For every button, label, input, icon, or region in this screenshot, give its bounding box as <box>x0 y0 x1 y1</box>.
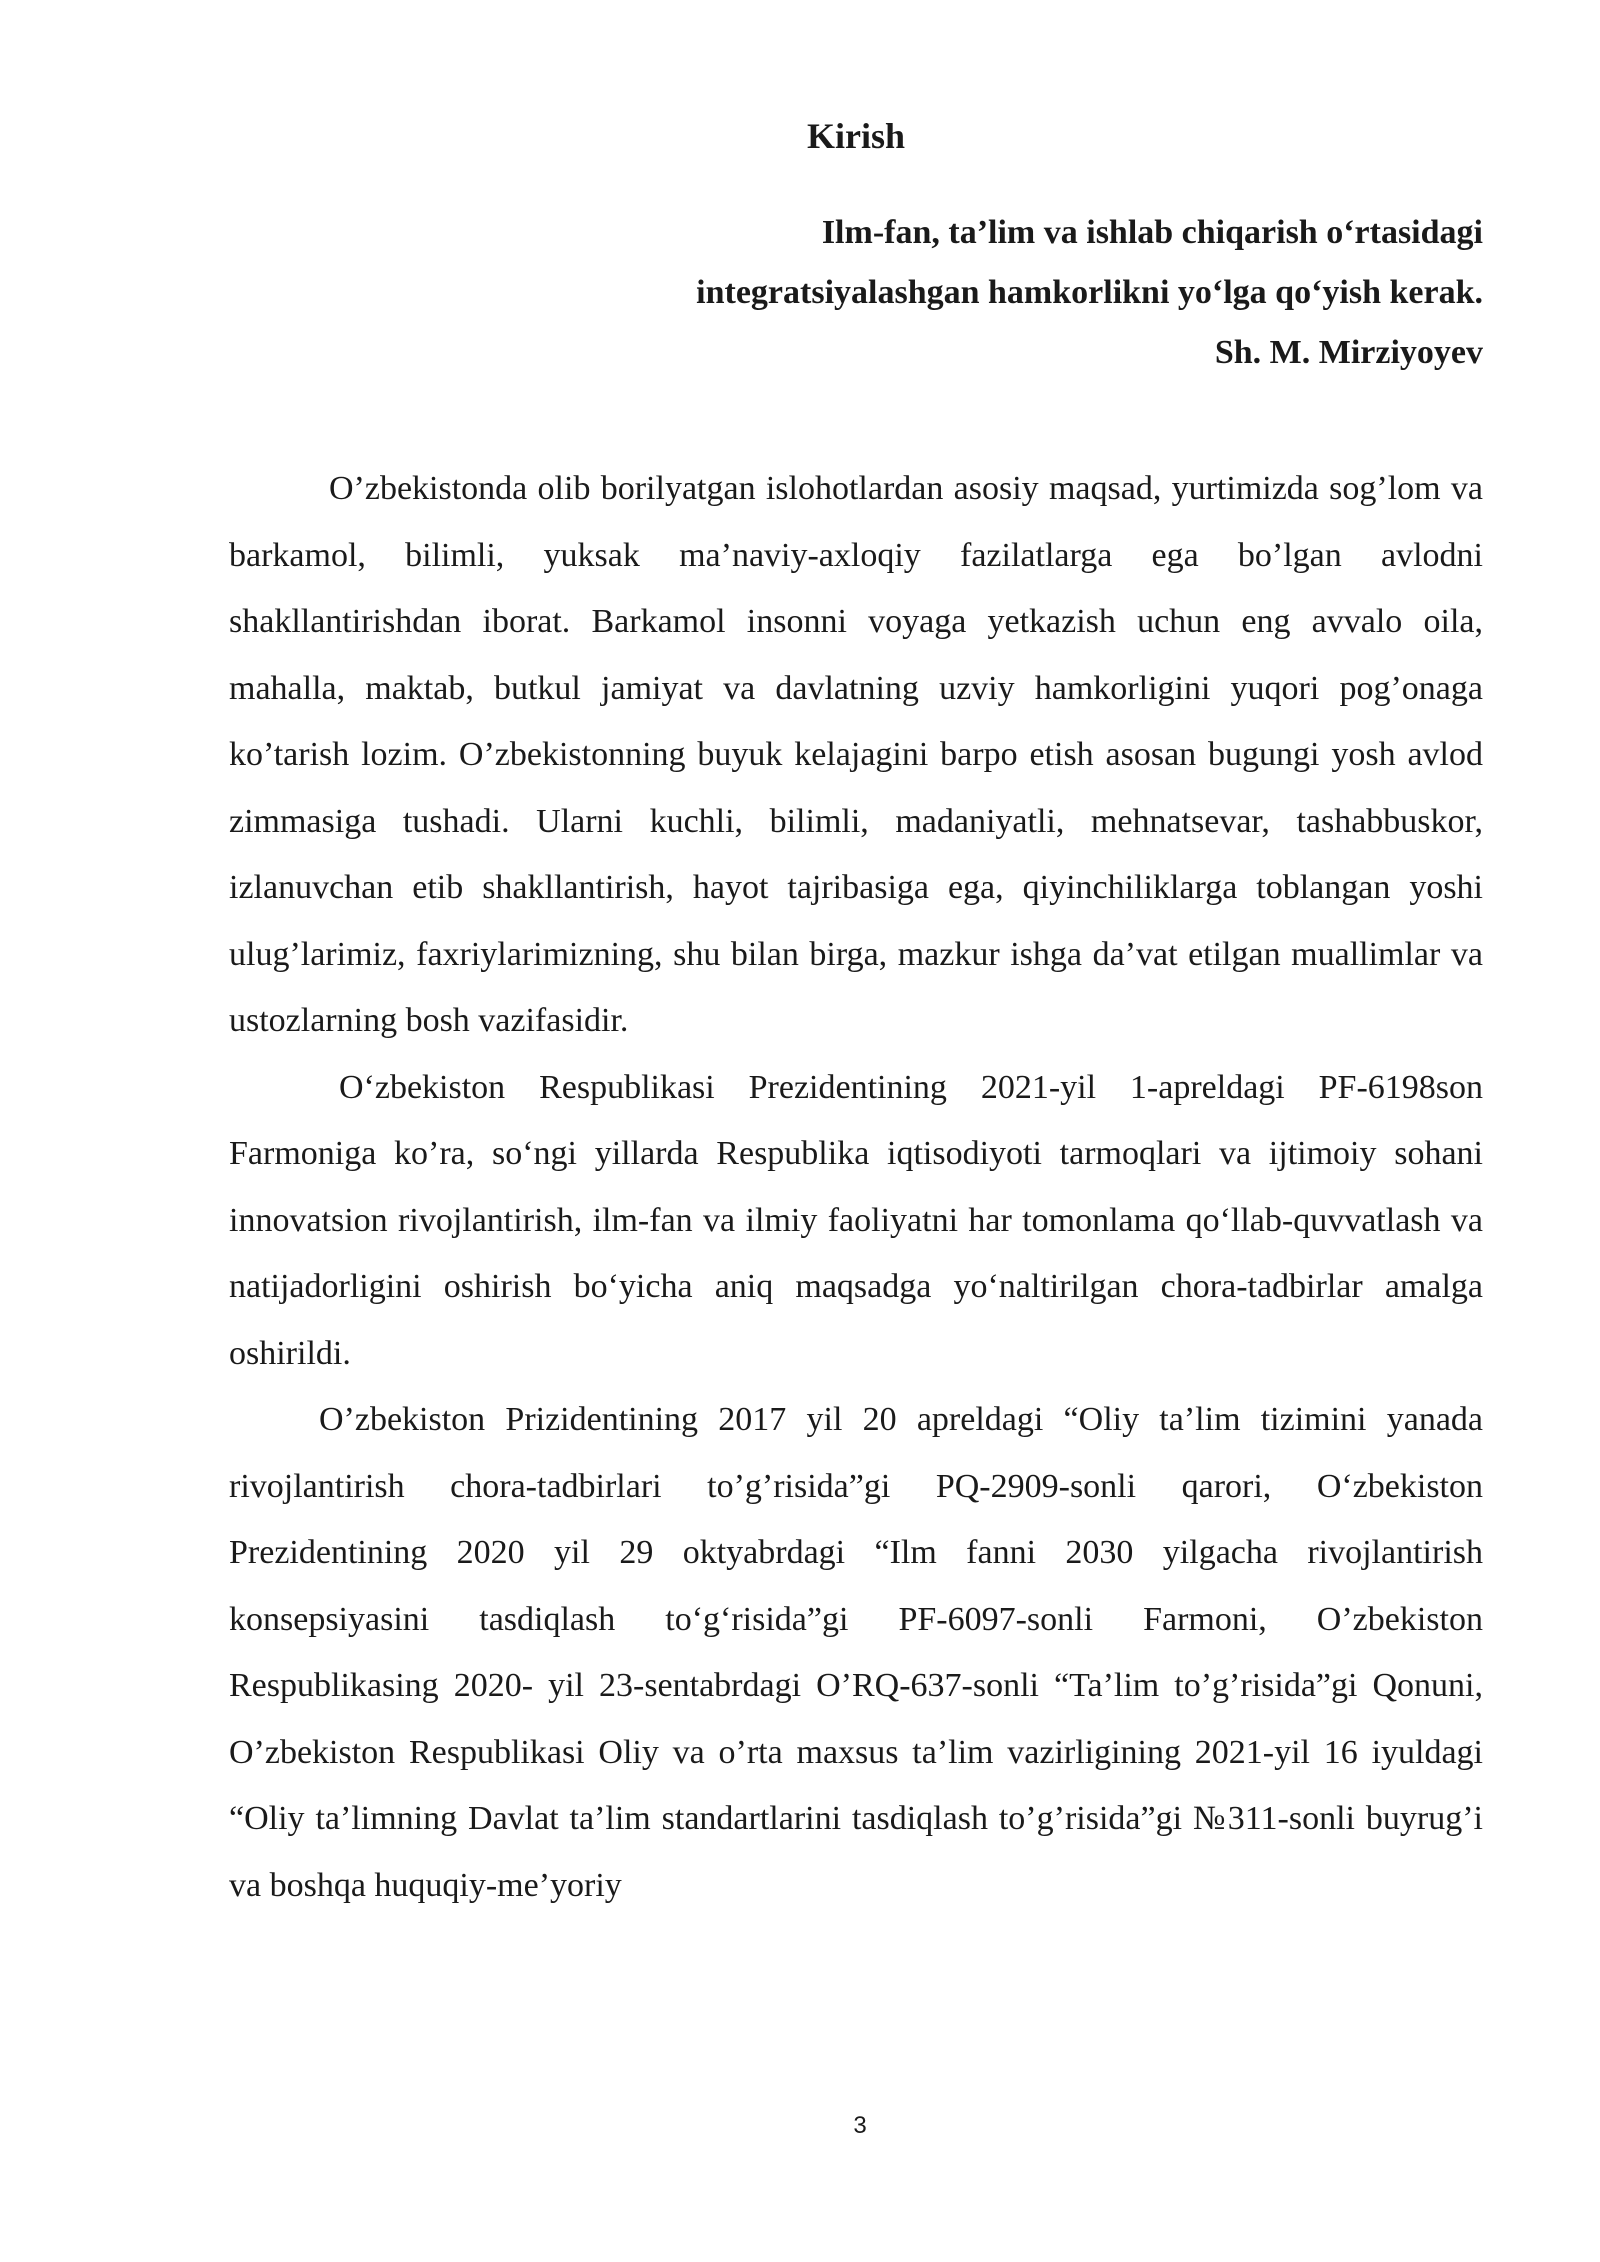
page-number: 3 <box>853 2112 867 2139</box>
page-heading: Kirish <box>806 116 905 156</box>
paragraph-3: O’zbekiston Prizidentining 2017 yil 20 apreldagi “Oliy ta’lim tizimini yanada rivojlantirish chora-tadbirlari to’g’risida”gi PQ-2909-sonli qarori, O‘zbekiston Prezidentining 2020 yil 29 oktyabrdagi “Ilm fanni 2030 yilgacha rivojlantirish konsepsiyasini tasdiqlash to‘g‘risida”gi PF-6097-sonli Farmoni, O’zbekiston Respublikasing 2020- yil 23-sentabrdagi O’RQ-637-sonli “Ta’lim to’g’risida”gi Qonuni, O’zbekiston Respublikasi Oliy va o’rta maxsus ta’lim vazirligining 2021-yil 16 iyuldagi “Oliy ta’limning Davlat ta’lim standartlarini tasdiqlash to’g’risida”gi №311-sonli buyrug’i va boshqa huquqiy-me’yoriy <box>229 1401 1483 1904</box>
epigraph-line-2: integratsiyalashgan hamkorlikni yo‘lga qo‘yish kerak. <box>696 274 1483 311</box>
epigraph-line-1: Ilm-fan, ta’lim va ishlab chiqarish o‘rtasidagi <box>821 214 1483 251</box>
paragraph-2: O‘zbekiston Respublikasi Prezidentining 2021-yil 1-apreldagi PF-6198son Farmoniga ko’ra, so‘ngi yillarda Respublika iqtisodiyoti tarmoqlari va ijtimoiy sohani innovatsion rivojlantirish, ilm-fan va ilmiy faoliyatni har tomonlama qo‘llab-quvvatlash va natijadorligini oshirish bo‘yicha aniq maqsadga yo‘naltirilgan chora-tadbirlar amalga oshirildi. <box>229 1068 1483 1372</box>
epigraph-author: Sh. M. Mirziyoyev <box>1214 334 1483 371</box>
epigraph <box>229 203 1483 383</box>
heading-container <box>229 112 1483 160</box>
body-text <box>229 456 1483 1919</box>
paragraph-1: O’zbekistonda olib borilyatgan islohotlardan asosiy maqsad, yurtimizda sog’lom va barkamol, bilimli, yuksak ma’naviy-axloqiy fazilatlarga ega bo’lgan avlodni shakllantirishdan iborat. Barkamol insonni voyaga yetkazish uchun eng avvalo oila, mahalla, maktab, butkul jamiyat va davlatning uzviy hamkorligini yuqori pog’onaga ko’tarish lozim. O’zbekistonning buyuk kelajagini barpo etish asosan bugungi yosh avlod zimmasiga tushadi. Ularni kuchli, bilimli, madaniyatli, mehnatsevar, tashabbuskor, izlanuvchan etib shakllantirish, hayot tajribasiga ega, qiyinchiliklarga toblangan yoshi ulug’larimiz, faxriylarimizning, shu bilan birga, mazkur ishga da’vat etilgan muallimlar va ustozlarning bosh vazifasidir. <box>229 470 1483 1039</box>
